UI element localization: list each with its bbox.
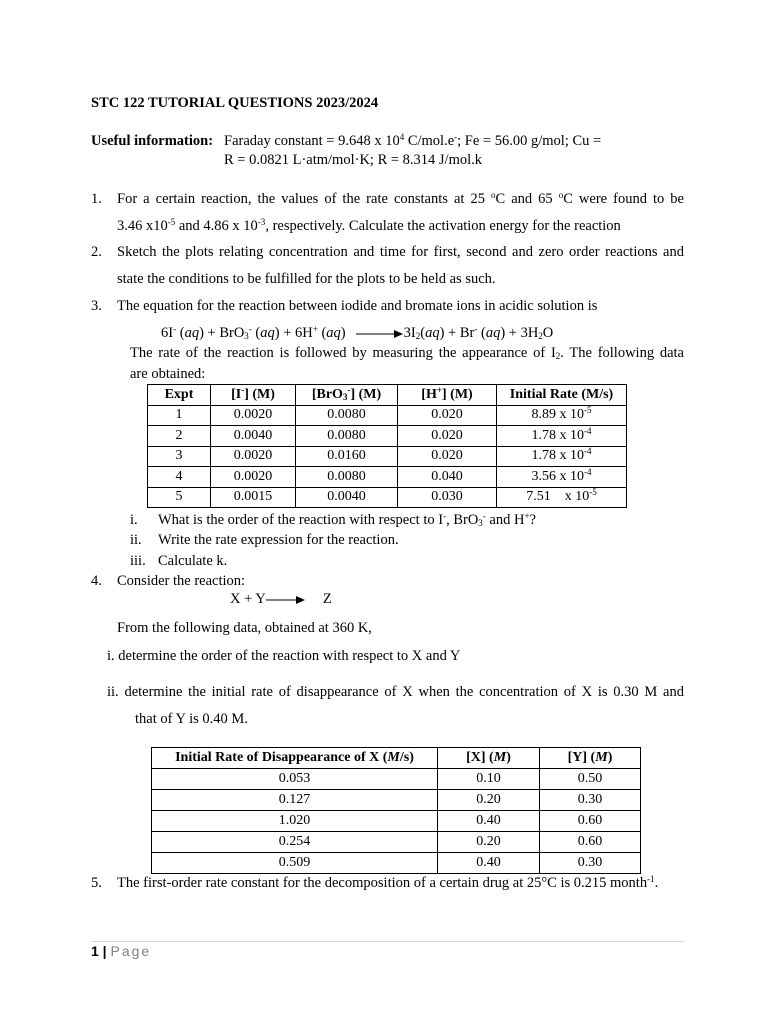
cell-y: 0.30: [540, 853, 641, 874]
q4-part-ii-line-1: ii. determine the initial rate of disappearance of X when the concentration of X is 0.30 M and: [107, 684, 684, 700]
cell-hydrogen: 0.020: [398, 426, 497, 447]
cell-expt: 3: [148, 446, 211, 467]
cell-bromate: 0.0040: [296, 487, 398, 508]
table-row: [148, 487, 627, 508]
q2-line-2: state the conditions to be fulfilled for the plots to be held as such.: [117, 271, 496, 287]
table-row: [148, 426, 627, 447]
reaction-arrow-icon: [356, 329, 404, 339]
cell-iodide: 0.0020: [211, 446, 296, 467]
header-bromate: [BrO$_3$-] (M): [296, 385, 398, 406]
table-header-row: [152, 748, 641, 769]
cell-iodide: 0.0020: [211, 405, 296, 426]
table-header-row: [148, 385, 627, 406]
useful-info-line-1: Faraday constant = 9.648 x $10^4$ C/mol.e-; Fe = 56.00 g/mol; Cu =: [224, 132, 602, 149]
q3-paragraph-line-2: are obtained:: [130, 366, 206, 382]
cell-expt: 1: [148, 405, 211, 426]
table-row: [152, 790, 641, 811]
page-number: 1: [91, 943, 99, 959]
q4-from-data: From the following data, obtained at 360 K,: [117, 620, 372, 636]
q4-rate-table: [151, 747, 641, 874]
cell-rate: 1.78 x $10^{-4}$: [497, 446, 627, 467]
cell-rate: 0.053: [152, 769, 438, 790]
cell-expt: 5: [148, 487, 211, 508]
header-expt: Expt: [148, 385, 211, 406]
cell-x: 0.10: [438, 769, 540, 790]
cell-x: 0.40: [438, 811, 540, 832]
q3-sub-i-number: i.: [130, 512, 138, 528]
q3-number: 3.: [91, 298, 102, 314]
q4-line-1: Consider the reaction:: [117, 573, 246, 589]
q4-part-ii-line-2: that of Y is 0.40 M.: [135, 711, 248, 727]
cell-y: 0.60: [540, 832, 641, 853]
cell-hydrogen: 0.020: [398, 446, 497, 467]
q4-equation: X + Y Z: [230, 591, 332, 607]
q3-sub-i-text: What is the order of the reaction with respect to I-, BrO$_3$- and H+?: [158, 511, 536, 528]
q4-part-i: i. determine the order of the reaction with respect to X and Y: [107, 648, 461, 664]
cell-x: 0.20: [438, 832, 540, 853]
table-row: [148, 467, 627, 488]
table-row: [148, 405, 627, 426]
q5-text: The first-order rate constant for the decomposition of a certain drug at 25°C is 0.215 month$^{-1}$.: [117, 874, 659, 891]
cell-rate: 1.78 x $10^{-4}$: [497, 426, 627, 447]
q2-number: 2.: [91, 244, 102, 260]
useful-info-line-2: R = 0.0821 L·atm/mol·K; R = 8.314 J/mol.k: [224, 152, 483, 168]
header-initial-rate: Initial Rate (M/s): [497, 385, 627, 406]
header-y-concentration: [Y] (M): [540, 748, 641, 769]
reaction-arrow-icon: [266, 595, 306, 605]
table-row: [152, 853, 641, 874]
footer-divider: [91, 941, 684, 942]
cell-bromate: 0.0080: [296, 426, 398, 447]
cell-x: 0.20: [438, 790, 540, 811]
q3-line-1: The equation for the reaction between iodide and bromate ions in acidic solution is: [117, 298, 598, 314]
cell-rate: 7.51 x $10^{-5}$: [497, 487, 627, 508]
footer-separator: |: [98, 943, 111, 959]
cell-bromate: 0.0080: [296, 405, 398, 426]
cell-iodide: 0.0040: [211, 426, 296, 447]
page-word: Page: [110, 943, 152, 959]
cell-iodide: 0.0015: [211, 487, 296, 508]
cell-hydrogen: 0.030: [398, 487, 497, 508]
cell-rate: 0.509: [152, 853, 438, 874]
cell-rate: 8.89 x $10^{-5}$: [497, 405, 627, 426]
q3-sub-iii-number: iii.: [130, 553, 146, 569]
cell-iodide: 0.0020: [211, 467, 296, 488]
q3-equation: 6I- (aq) + BrO$_3$- (aq) + 6H+ (aq) $3I_2(aq) + Br^-$ $(aq) + 3H_2O$: [161, 324, 554, 341]
document-title: STC 122 TUTORIAL QUESTIONS 2023/2024: [91, 95, 379, 111]
header-initial-rate: Initial Rate of Disappearance of X (M/s): [152, 748, 438, 769]
q1-number: 1.: [91, 191, 102, 207]
header-x-concentration: [X] (M): [438, 748, 540, 769]
header-iodide: [I-] (M): [211, 385, 296, 406]
q4-number: 4.: [91, 573, 102, 589]
cell-hydrogen: 0.020: [398, 405, 497, 426]
q1-line-2: 3.46 $x10^{-5}$ and 4.86 x $10^{-3}$, respectively. Calculate the activation energy for the reaction: [117, 217, 621, 234]
table-row: [152, 832, 641, 853]
cell-y: 0.30: [540, 790, 641, 811]
table-row: [148, 446, 627, 467]
table-row: [152, 811, 641, 832]
cell-rate: 0.254: [152, 832, 438, 853]
cell-bromate: 0.0160: [296, 446, 398, 467]
cell-y: 0.60: [540, 811, 641, 832]
cell-bromate: 0.0080: [296, 467, 398, 488]
cell-rate: 3.56 x $10^{-4}$: [497, 467, 627, 488]
q3-paragraph-line-1: The rate of the reaction is followed by measuring the appearance of $I_2$. The following data: [130, 345, 684, 361]
q3-sub-ii-number: ii.: [130, 532, 142, 548]
cell-rate: 1.020: [152, 811, 438, 832]
table-row: [152, 769, 641, 790]
q3-sub-iii-text: Calculate k.: [158, 553, 228, 569]
header-hydrogen: [H+] (M): [398, 385, 497, 406]
cell-expt: 2: [148, 426, 211, 447]
cell-rate: 0.127: [152, 790, 438, 811]
useful-info-label: Useful information:: [91, 133, 214, 149]
q2-line-1: Sketch the plots relating concentration and time for first, second and zero order reactions and: [117, 244, 684, 260]
cell-x: 0.40: [438, 853, 540, 874]
cell-expt: 4: [148, 467, 211, 488]
cell-y: 0.50: [540, 769, 641, 790]
q3-sub-ii-text: Write the rate expression for the reaction.: [158, 532, 399, 548]
q1-line-1: For a certain reaction, the values of the rate constants at 25 $^o$C and 65 $^o$C were found to be: [117, 190, 684, 207]
cell-hydrogen: 0.040: [398, 467, 497, 488]
q5-number: 5.: [91, 875, 102, 891]
page-footer: [91, 943, 151, 959]
q3-rate-table: [147, 384, 627, 508]
